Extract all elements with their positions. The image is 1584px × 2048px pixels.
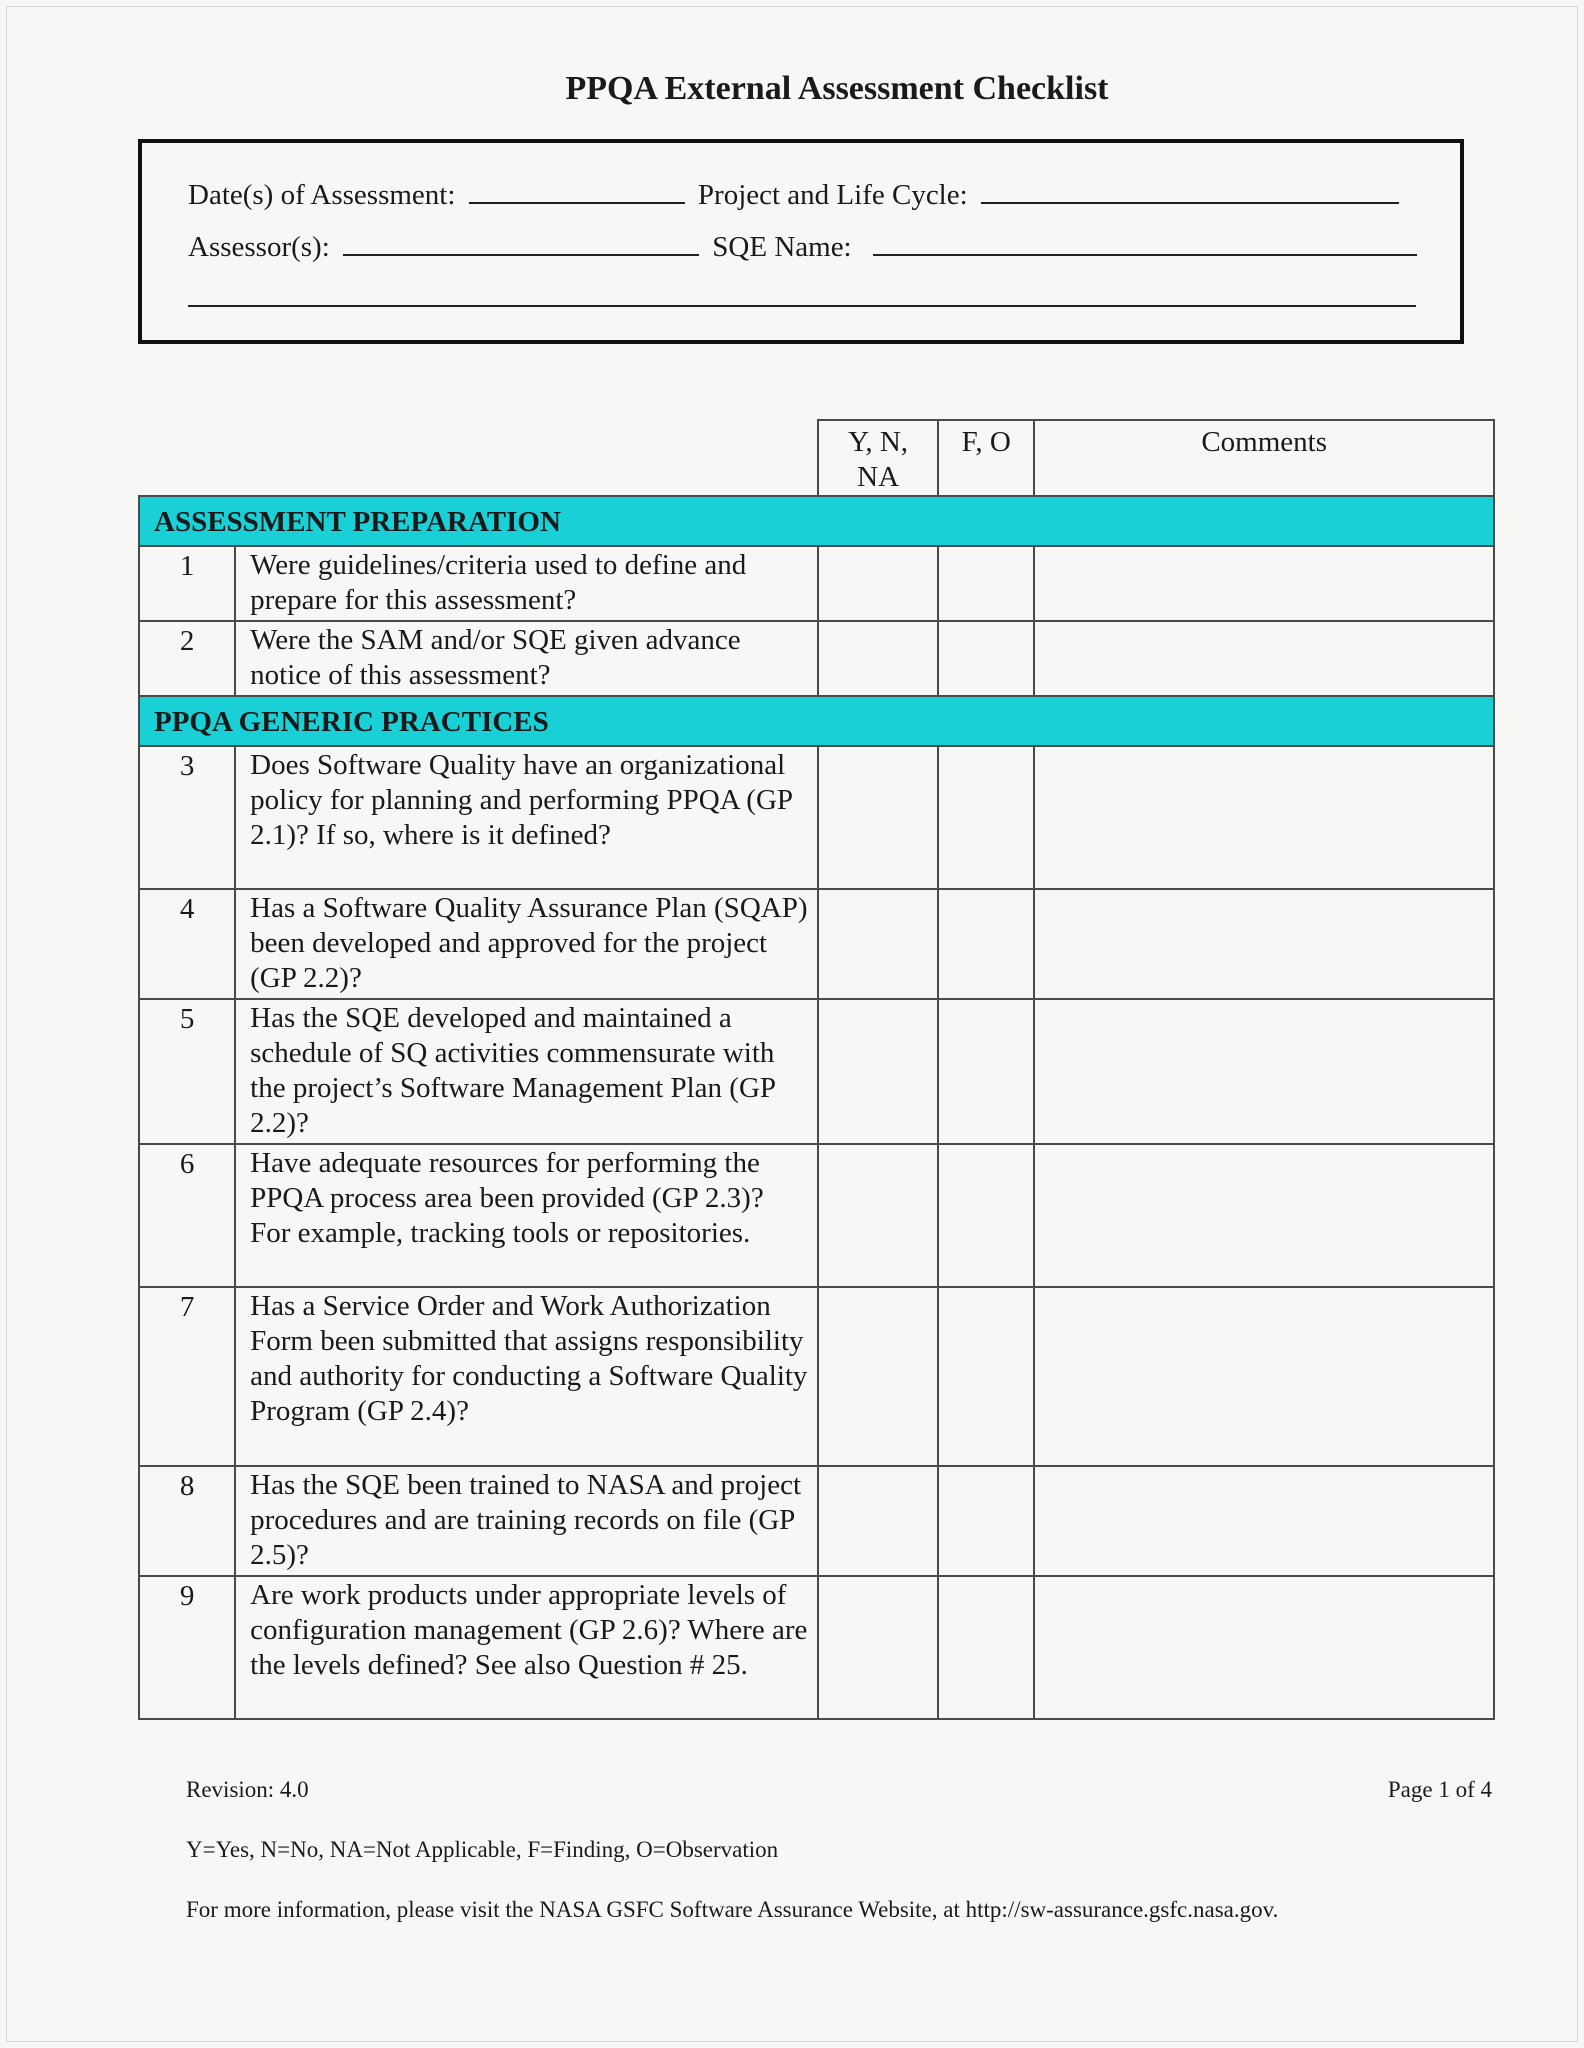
fo-cell[interactable] (938, 889, 1034, 999)
dates-label: Date(s) of Assessment: (188, 179, 456, 211)
row-question: Has a Software Quality Assurance Plan (SQAP) been developed and approved for the project (GP 2.2)? (235, 889, 818, 999)
table-row (139, 999, 1494, 1144)
table-row (139, 1144, 1494, 1287)
section-title: ASSESSMENT PREPARATION (139, 496, 1494, 546)
col-header-yn-line1: Y, N, (848, 426, 909, 458)
row-question: Have adequate resources for performing the PPQA process area been provided (GP 2.3)? For example, tracking tools or repositories. (235, 1144, 818, 1287)
table-row (139, 746, 1494, 889)
page-title: PPQA External Assessment Checklist (565, 70, 1109, 107)
row-question: Has a Service Order and Work Authorization Form been submitted that assigns responsibility and authority for conducting a Software Quality Program (GP 2.4)? (235, 1287, 818, 1466)
yn-cell[interactable] (818, 546, 938, 621)
more-info-text: For more information, please visit the NASA GSFC Software Assurance Website, at http://sw-assurance.gsfc.nasa.gov. (186, 1897, 1279, 1922)
table-header-row (139, 420, 1494, 496)
revision-text: Revision: 4.0 (186, 1777, 309, 1802)
comments-cell[interactable] (1034, 1466, 1494, 1576)
sqe-label: SQE Name: (712, 231, 852, 263)
row-question: Were guidelines/criteria used to define and prepare for this assessment? (235, 546, 818, 621)
comments-cell[interactable] (1034, 621, 1494, 696)
col-header-yn-line2: NA (857, 461, 900, 493)
yn-cell[interactable] (818, 1287, 938, 1466)
row-number: 8 (139, 1466, 235, 1576)
fo-cell[interactable] (938, 1144, 1034, 1287)
comments-cell[interactable] (1034, 746, 1494, 889)
table-row (139, 546, 1494, 621)
yn-cell[interactable] (818, 621, 938, 696)
col-header-comments: Comments (1034, 420, 1494, 496)
comments-cell[interactable] (1034, 889, 1494, 999)
yn-cell[interactable] (818, 1576, 938, 1719)
comments-cell[interactable] (1034, 546, 1494, 621)
fo-cell[interactable] (938, 621, 1034, 696)
row-number: 9 (139, 1576, 235, 1719)
assessment-info-box (138, 139, 1464, 344)
row-number: 3 (139, 746, 235, 889)
fo-cell[interactable] (938, 1466, 1034, 1576)
section-title: PPQA GENERIC PRACTICES (139, 696, 1494, 746)
col-header-fo: F, O (938, 420, 1034, 496)
yn-cell[interactable] (818, 1466, 938, 1576)
dates-field[interactable] (469, 180, 685, 204)
comments-cell[interactable] (1034, 1287, 1494, 1466)
table-row (139, 889, 1494, 999)
comments-cell[interactable] (1034, 999, 1494, 1144)
row-number: 1 (139, 546, 235, 621)
page-number: Page 1 of 4 (1387, 1777, 1492, 1802)
comments-cell[interactable] (1034, 1576, 1494, 1719)
checklist-table-wrap (138, 419, 1495, 1720)
section-header (139, 696, 1494, 746)
fo-cell[interactable] (938, 546, 1034, 621)
table-row (139, 1576, 1494, 1719)
row-question: Does Software Quality have an organizational policy for planning and performing PPQA (GP 2.1)? If so, where is it defined? (235, 746, 818, 889)
yn-cell[interactable] (818, 1144, 938, 1287)
row-question: Are work products under appropriate levels of configuration management (GP 2.6)? Where are the levels defined? See also Question # 25. (235, 1576, 818, 1719)
checklist-table (138, 419, 1495, 1720)
project-label: Project and Life Cycle: (697, 179, 968, 211)
row-number: 2 (139, 621, 235, 696)
section-header (139, 496, 1494, 546)
row-number: 5 (139, 999, 235, 1144)
fo-cell[interactable] (938, 1576, 1034, 1719)
assessors-label: Assessor(s): (188, 231, 330, 263)
yn-cell[interactable] (818, 889, 938, 999)
table-row (139, 1466, 1494, 1576)
comments-cell[interactable] (1034, 1144, 1494, 1287)
legend-text: Y=Yes, N=No, NA=Not Applicable, F=Finding, O=Observation (186, 1837, 779, 1862)
table-row (139, 1287, 1494, 1466)
row-number: 7 (139, 1287, 235, 1466)
sqe-field[interactable] (873, 232, 1417, 256)
row-number: 4 (139, 889, 235, 999)
yn-cell[interactable] (818, 746, 938, 889)
row-question: Has the SQE been trained to NASA and project procedures and are training records on file (GP 2.5)? (235, 1466, 818, 1576)
table-row (139, 621, 1494, 696)
assessors-field[interactable] (343, 232, 699, 256)
yn-cell[interactable] (818, 999, 938, 1144)
project-field[interactable] (981, 180, 1399, 204)
row-question: Were the SAM and/or SQE given advance notice of this assessment? (235, 621, 818, 696)
row-question: Has the SQE developed and maintained a schedule of SQ activities commensurate with the project’s Software Management Plan (GP 2.2)? (235, 999, 818, 1144)
info-line-1 (188, 179, 1399, 212)
row-number: 6 (139, 1144, 235, 1287)
col-header-yn (818, 420, 938, 496)
fo-cell[interactable] (938, 999, 1034, 1144)
extra-info-field[interactable] (188, 305, 1416, 307)
fo-cell[interactable] (938, 1287, 1034, 1466)
info-line-2 (188, 231, 1417, 264)
fo-cell[interactable] (938, 746, 1034, 889)
